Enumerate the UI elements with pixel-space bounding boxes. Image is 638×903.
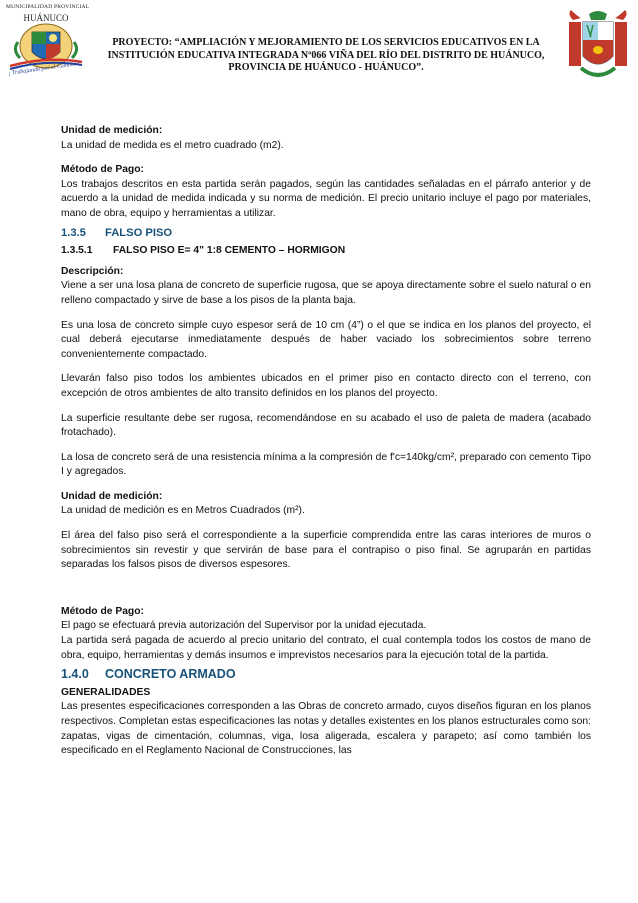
unidad-medicion-text: La unidad de medición es en Metros Cuadrados (m²). bbox=[61, 505, 305, 517]
section-title: FALSO PISO bbox=[105, 226, 173, 239]
generalidades-text: Las presentes especificaciones corresponden a las Obras de concreto armado, cuyos diseños figuran en los planos respectivos. Completan estas especificaciones las notas y detalles existentes en los planos estructurales como son: zapatas, vigas de cimentación, columnas, viga, losa aligerada, escalera y parapeto; así como también los especificado en el Reglamento Nacional de Construcciones, las bbox=[61, 701, 591, 757]
unidad-medicion-label: Unidad de medición: bbox=[61, 490, 163, 502]
unidad-medicion-text: La unidad de medida es el metro cuadrado (m2). bbox=[61, 139, 284, 151]
paragraph-losa: Es una losa de concreto simple cuyo espesor será de 10 cm (4”) o el que se indica en los planos del proyecto, el cual deberá ejecutarse inmediatamente después de haber vaciado los sobrecimientos sobre terreno convenientemente compactado. bbox=[61, 319, 591, 360]
descripcion-text: Viene a ser una losa plana de concreto de superficie rugosa, que se apoya directamente sobre el suelo natural o en relleno compactado y sirve de base a los pisos de la planta baja. bbox=[61, 280, 591, 306]
unidad-medicion-label: Unidad de medición: bbox=[61, 125, 163, 136]
metodo-pago-text: El pago se efectuará previa autorización del Supervisor por la unidad ejecutada. bbox=[61, 620, 427, 632]
section-heading-concreto-armado bbox=[61, 667, 591, 682]
section-number: 1.3.5 bbox=[61, 226, 86, 239]
peru-coat-of-arms-icon bbox=[565, 8, 631, 88]
generalidades-label: GENERALIDADES bbox=[61, 686, 151, 698]
municipality-name: MUNICIPALIDAD PROVINCIAL bbox=[6, 4, 90, 10]
subsection-number: 1.3.5.1 bbox=[61, 245, 93, 257]
project-title-line: INSTITUCIÓN EDUCATIVA INTEGRADA Nº066 VIÑA DEL RÍO DEL DISTRITO DE HUÁNUCO, bbox=[107, 49, 545, 61]
descripcion-label: Descripción: bbox=[61, 265, 124, 277]
project-title-line: PROYECTO: “AMPLIACIÓN Y MEJORAMIENTO DE LOS SERVICIOS EDUCATIVOS EN LA bbox=[112, 37, 540, 48]
metodo-pago-text: La partida será pagada de acuerdo al precio unitario del contrato, el cual contempla todos los costos de mano de obra, equipo, herramientas y demás insumos e imprevistos necesarios para la ejecución total de la partida. bbox=[61, 635, 591, 661]
paragraph-area: El área del falso piso será el correspondiente a la superficie comprendida entre las caras interiores de muros o sobrecimientos sin revestir y que servirán de base para el contrapiso o piso final. Se agruparán en partidas separadas los falsos pisos de diversos espesores. bbox=[61, 530, 591, 571]
section-heading-falso-piso bbox=[61, 226, 591, 241]
slogan: ¡ Trabajando por el Cambio ! bbox=[7, 61, 80, 77]
section-number: 1.4.0 bbox=[61, 667, 89, 682]
metodo-pago-label: Método de Pago: bbox=[61, 605, 144, 617]
paragraph-resistencia: La losa de concreto será de una resistencia mínima a la compresión de f'c=140kg/cm², preparado con cemento Tipo I y agregados. bbox=[61, 451, 591, 478]
project-title-line: PROVINCIA DE HUÁNUCO - HUÁNUCO”. bbox=[228, 62, 424, 73]
subsection-title: FALSO PISO E= 4" 1:8 CEMENTO – HORMIGON bbox=[113, 245, 346, 257]
municipality-city: HUÁNUCO bbox=[23, 13, 69, 23]
document-body bbox=[61, 124, 591, 759]
peru-coat-of-arms-logo bbox=[565, 8, 631, 88]
municipality-logo bbox=[6, 4, 90, 90]
paragraph-llevaran: Llevarán falso piso todos los ambientes ubicados en el primer piso en contacto directo con el terreno, con excepción de otros ambientes de alto transito definidos en los planos del proyecto. bbox=[61, 373, 591, 399]
metodo-pago-text: Los trabajos descritos en esta partida serán pagados, según las cantidades señaladas en el párrafo anterior y de acuerdo a la unidad de medida indicada y su norma de medición. El precio unitario incluye el pago por materiales, mano de obra, equipo y herramientas a utilizar. bbox=[61, 178, 591, 219]
paragraph-superficie: La superficie resultante debe ser rugosa, recomendándose en su acabado el uso de paleta de madera (acabado frotachado). bbox=[61, 412, 591, 439]
subsection-heading bbox=[61, 244, 591, 259]
section-title: CONCRETO ARMADO bbox=[105, 667, 236, 682]
metodo-pago-label: Método de Pago: bbox=[61, 164, 144, 176]
document-header bbox=[0, 0, 638, 100]
project-title bbox=[84, 37, 568, 75]
